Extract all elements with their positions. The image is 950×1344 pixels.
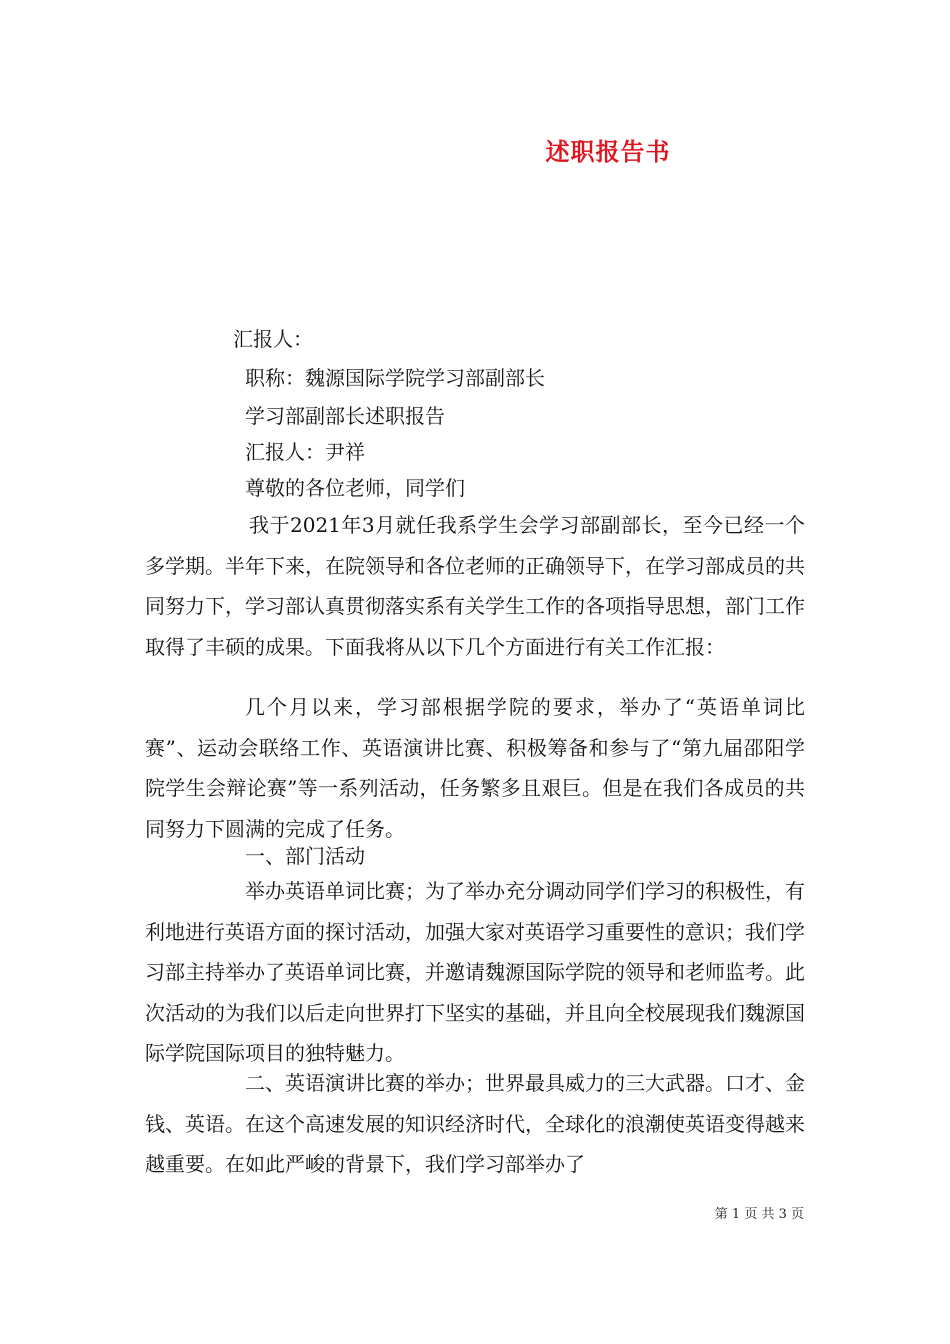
section2-paragraph: 二、英语演讲比赛的举办；世界最具威力的三大武器。口才、金钱、英语。在这个高速发展的知识经济时代，全球化的浪潮使英语变得越来越重要。在如此严峻的背景下，我们学习部举办了 bbox=[145, 1071, 805, 1176]
reporter-label: 汇报人： bbox=[233, 327, 313, 351]
section1-heading: 一、部门活动 bbox=[245, 844, 365, 868]
reporter-line: 汇报人：尹祥 bbox=[245, 440, 365, 464]
overview-paragraph: 几个月以来，学习部根据学院的要求，举办了“英语单词比赛”、运动会联络工作、英语演讲比赛、积极筹备和参与了“第九届邵阳学院学生会辩论赛”等一系列活动，任务繁多且艰巨。但是在我们各成员的共同努力下圆满的完成了任务。 bbox=[145, 695, 805, 841]
salutation-line: 尊敬的各位老师，同学们 bbox=[245, 476, 465, 500]
report-name-line: 学习部副部长述职报告 bbox=[245, 404, 445, 428]
position-line: 职称：魏源国际学院学习部副部长 bbox=[245, 366, 545, 390]
page-number: 第 1 页 共 3 页 bbox=[714, 1207, 804, 1222]
intro-paragraph: 我于2021年3月就任我系学生会学习部副部长，至今已经一个多学期。半年下来，在院领导和各位老师的正确领导下，在学习部成员的共同努力下，学习部认真贯彻落实系有关学生工作的各项指导思想，部门工作取得了丰硕的成果。下面我将从以下几个方面进行有关工作汇报： bbox=[145, 513, 805, 659]
section1-paragraph: 举办英语单词比赛；为了举办充分调动同学们学习的积极性，有利地进行英语方面的探讨活动，加强大家对英语学习重要性的意识；我们学习部主持举办了英语单词比赛，并邀请魏源国际学院的领导和老师监考。此次活动的为我们以后走向世界打下坚实的基础，并且向全校展现我们魏源国际学院国际项目的独特魅力。 bbox=[145, 879, 805, 1065]
document-title: 述职报告书 bbox=[545, 137, 671, 166]
